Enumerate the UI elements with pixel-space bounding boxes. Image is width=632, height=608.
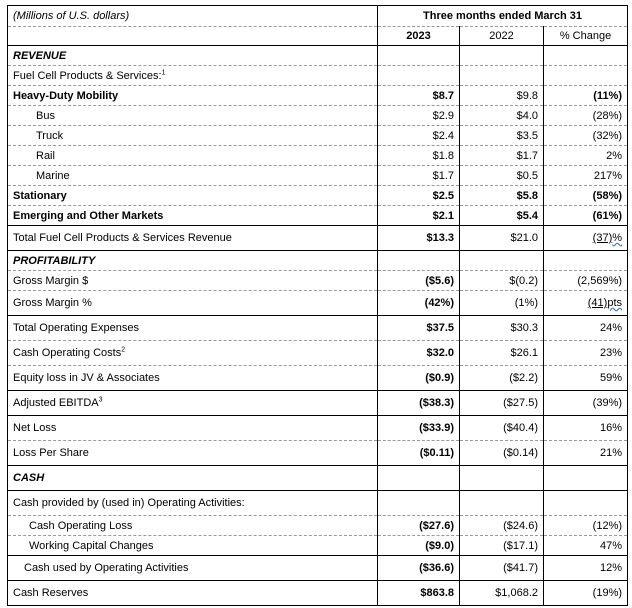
value-change: 16%	[544, 416, 628, 441]
section-row-cash	[8, 466, 628, 491]
row-label: Net Loss	[8, 416, 378, 441]
value-2023: $2.1	[378, 206, 460, 226]
value-change: (39%)	[544, 391, 628, 416]
financial-summary-table-container	[7, 5, 627, 606]
row-label: Truck	[8, 126, 378, 146]
section-title-cash: CASH	[8, 466, 378, 491]
value-2022: $26.1	[460, 341, 544, 366]
row-label: Total Fuel Cell Products & Services Revenue	[8, 226, 378, 251]
table-row	[8, 106, 628, 126]
row-label: Marine	[8, 166, 378, 186]
table-row-total	[8, 226, 628, 251]
value-change: 12%	[544, 556, 628, 581]
value-2022: $1.7	[460, 146, 544, 166]
value-2023: $863.8	[378, 581, 460, 606]
financial-summary-table	[7, 5, 628, 606]
value-2022: ($2.2)	[460, 366, 544, 391]
units-label: (Millions of U.S. dollars)	[8, 6, 378, 27]
table-row	[8, 166, 628, 186]
value-2023: (42%)	[378, 291, 460, 316]
table-row	[8, 66, 628, 86]
value-change: 2%	[544, 146, 628, 166]
table-row	[8, 271, 628, 291]
value-2023: $1.8	[378, 146, 460, 166]
value-2023: $13.3	[378, 226, 460, 251]
table-row	[8, 581, 628, 606]
value-2023: $37.5	[378, 316, 460, 341]
row-label: Cash provided by (used in) Operating Activities:	[8, 491, 378, 516]
row-label: Cash used by Operating Activities	[8, 556, 378, 581]
col-header-change: % Change	[544, 27, 628, 46]
value-change: 47%	[544, 536, 628, 556]
row-label: Cash Operating Loss	[8, 516, 378, 536]
value-2023: ($36.6)	[378, 556, 460, 581]
value-change: (11%)	[544, 86, 628, 106]
table-row	[8, 536, 628, 556]
row-label: Equity loss in JV & Associates	[8, 366, 378, 391]
row-label: Fuel Cell Products & Services:$^1$	[8, 66, 378, 86]
table-row	[8, 491, 628, 516]
value-change: (19%)	[544, 581, 628, 606]
table-row	[8, 126, 628, 146]
row-label: Bus	[8, 106, 378, 126]
col-header-2022: 2022	[460, 27, 544, 46]
value-change: (2,569%)	[544, 271, 628, 291]
value-change: (58%)	[544, 186, 628, 206]
value-change: 59%	[544, 366, 628, 391]
row-label: Stationary	[8, 186, 378, 206]
value-change: 24%	[544, 316, 628, 341]
value-2023: $32.0	[378, 341, 460, 366]
value-2022: $3.5	[460, 126, 544, 146]
row-label: Working Capital Changes	[8, 536, 378, 556]
row-label: Emerging and Other Markets	[8, 206, 378, 226]
row-label: Heavy-Duty Mobility	[8, 86, 378, 106]
value-2023: $8.7	[378, 86, 460, 106]
col-header-2023: 2023	[378, 27, 460, 46]
value-2023: $1.7	[378, 166, 460, 186]
value-2022: ($17.1)	[460, 536, 544, 556]
header-row-columns	[8, 27, 628, 46]
value-change: 21%	[544, 441, 628, 466]
value-2022: $4.0	[460, 106, 544, 126]
value-change: (28%)	[544, 106, 628, 126]
value-change: 217%	[544, 166, 628, 186]
value-2022: ($41.7)	[460, 556, 544, 581]
row-label: Adjusted EBITDA$^3$	[8, 391, 378, 416]
footnote-marker: 2	[121, 346, 126, 354]
row-label: Rail	[8, 146, 378, 166]
section-row-profitability	[8, 251, 628, 271]
table-row	[8, 556, 628, 581]
period-header: Three months ended March 31	[378, 6, 628, 27]
value-2023: ($5.6)	[378, 271, 460, 291]
footnote-marker: 3	[98, 396, 103, 404]
value-2023: ($0.9)	[378, 366, 460, 391]
value-change: (41)pts	[544, 291, 628, 316]
table-row	[8, 206, 628, 226]
value-2023: $2.4	[378, 126, 460, 146]
value-2022: $30.3	[460, 316, 544, 341]
value-2022: $9.8	[460, 86, 544, 106]
section-title-profitability: PROFITABILITY	[8, 251, 378, 271]
value-2023: ($9.0)	[378, 536, 460, 556]
value-change: (61%)	[544, 206, 628, 226]
header-blank	[8, 27, 378, 46]
table-row	[8, 146, 628, 166]
value-change: (12%)	[544, 516, 628, 536]
value-2022: ($27.5)	[460, 391, 544, 416]
value-2023: ($33.9)	[378, 416, 460, 441]
table-row	[8, 391, 628, 416]
value-2022: $1,068.2	[460, 581, 544, 606]
table-row	[8, 366, 628, 391]
header-row-period	[8, 6, 628, 27]
value-2022: $5.4	[460, 206, 544, 226]
table-row	[8, 291, 628, 316]
value-2022: ($40.4)	[460, 416, 544, 441]
table-row	[8, 341, 628, 366]
value-2022: $5.8	[460, 186, 544, 206]
row-label: Cash Operating Costs$^2$	[8, 341, 378, 366]
table-row	[8, 86, 628, 106]
value-2022: $21.0	[460, 226, 544, 251]
value-2022: ($24.6)	[460, 516, 544, 536]
value-2023: $2.9	[378, 106, 460, 126]
section-row-revenue	[8, 46, 628, 66]
value-2023: ($0.11)	[378, 441, 460, 466]
table-row	[8, 416, 628, 441]
value-2022: (1%)	[460, 291, 544, 316]
value-2023: ($27.6)	[378, 516, 460, 536]
value-2022: $0.5	[460, 166, 544, 186]
table-row	[8, 186, 628, 206]
value-2022: ($0.14)	[460, 441, 544, 466]
row-label: Gross Margin $	[8, 271, 378, 291]
value-change: (37)%	[544, 226, 628, 251]
value-2023: $2.5	[378, 186, 460, 206]
row-label: Gross Margin %	[8, 291, 378, 316]
footnote-marker: 1	[161, 68, 166, 76]
row-label: Cash Reserves	[8, 581, 378, 606]
value-change: 23%	[544, 341, 628, 366]
value-2023: ($38.3)	[378, 391, 460, 416]
section-title-revenue: REVENUE	[8, 46, 378, 66]
table-row	[8, 316, 628, 341]
table-row	[8, 516, 628, 536]
value-change: (32%)	[544, 126, 628, 146]
value-2022: $(0.2)	[460, 271, 544, 291]
row-label: Total Operating Expenses	[8, 316, 378, 341]
table-row	[8, 441, 628, 466]
row-label: Loss Per Share	[8, 441, 378, 466]
